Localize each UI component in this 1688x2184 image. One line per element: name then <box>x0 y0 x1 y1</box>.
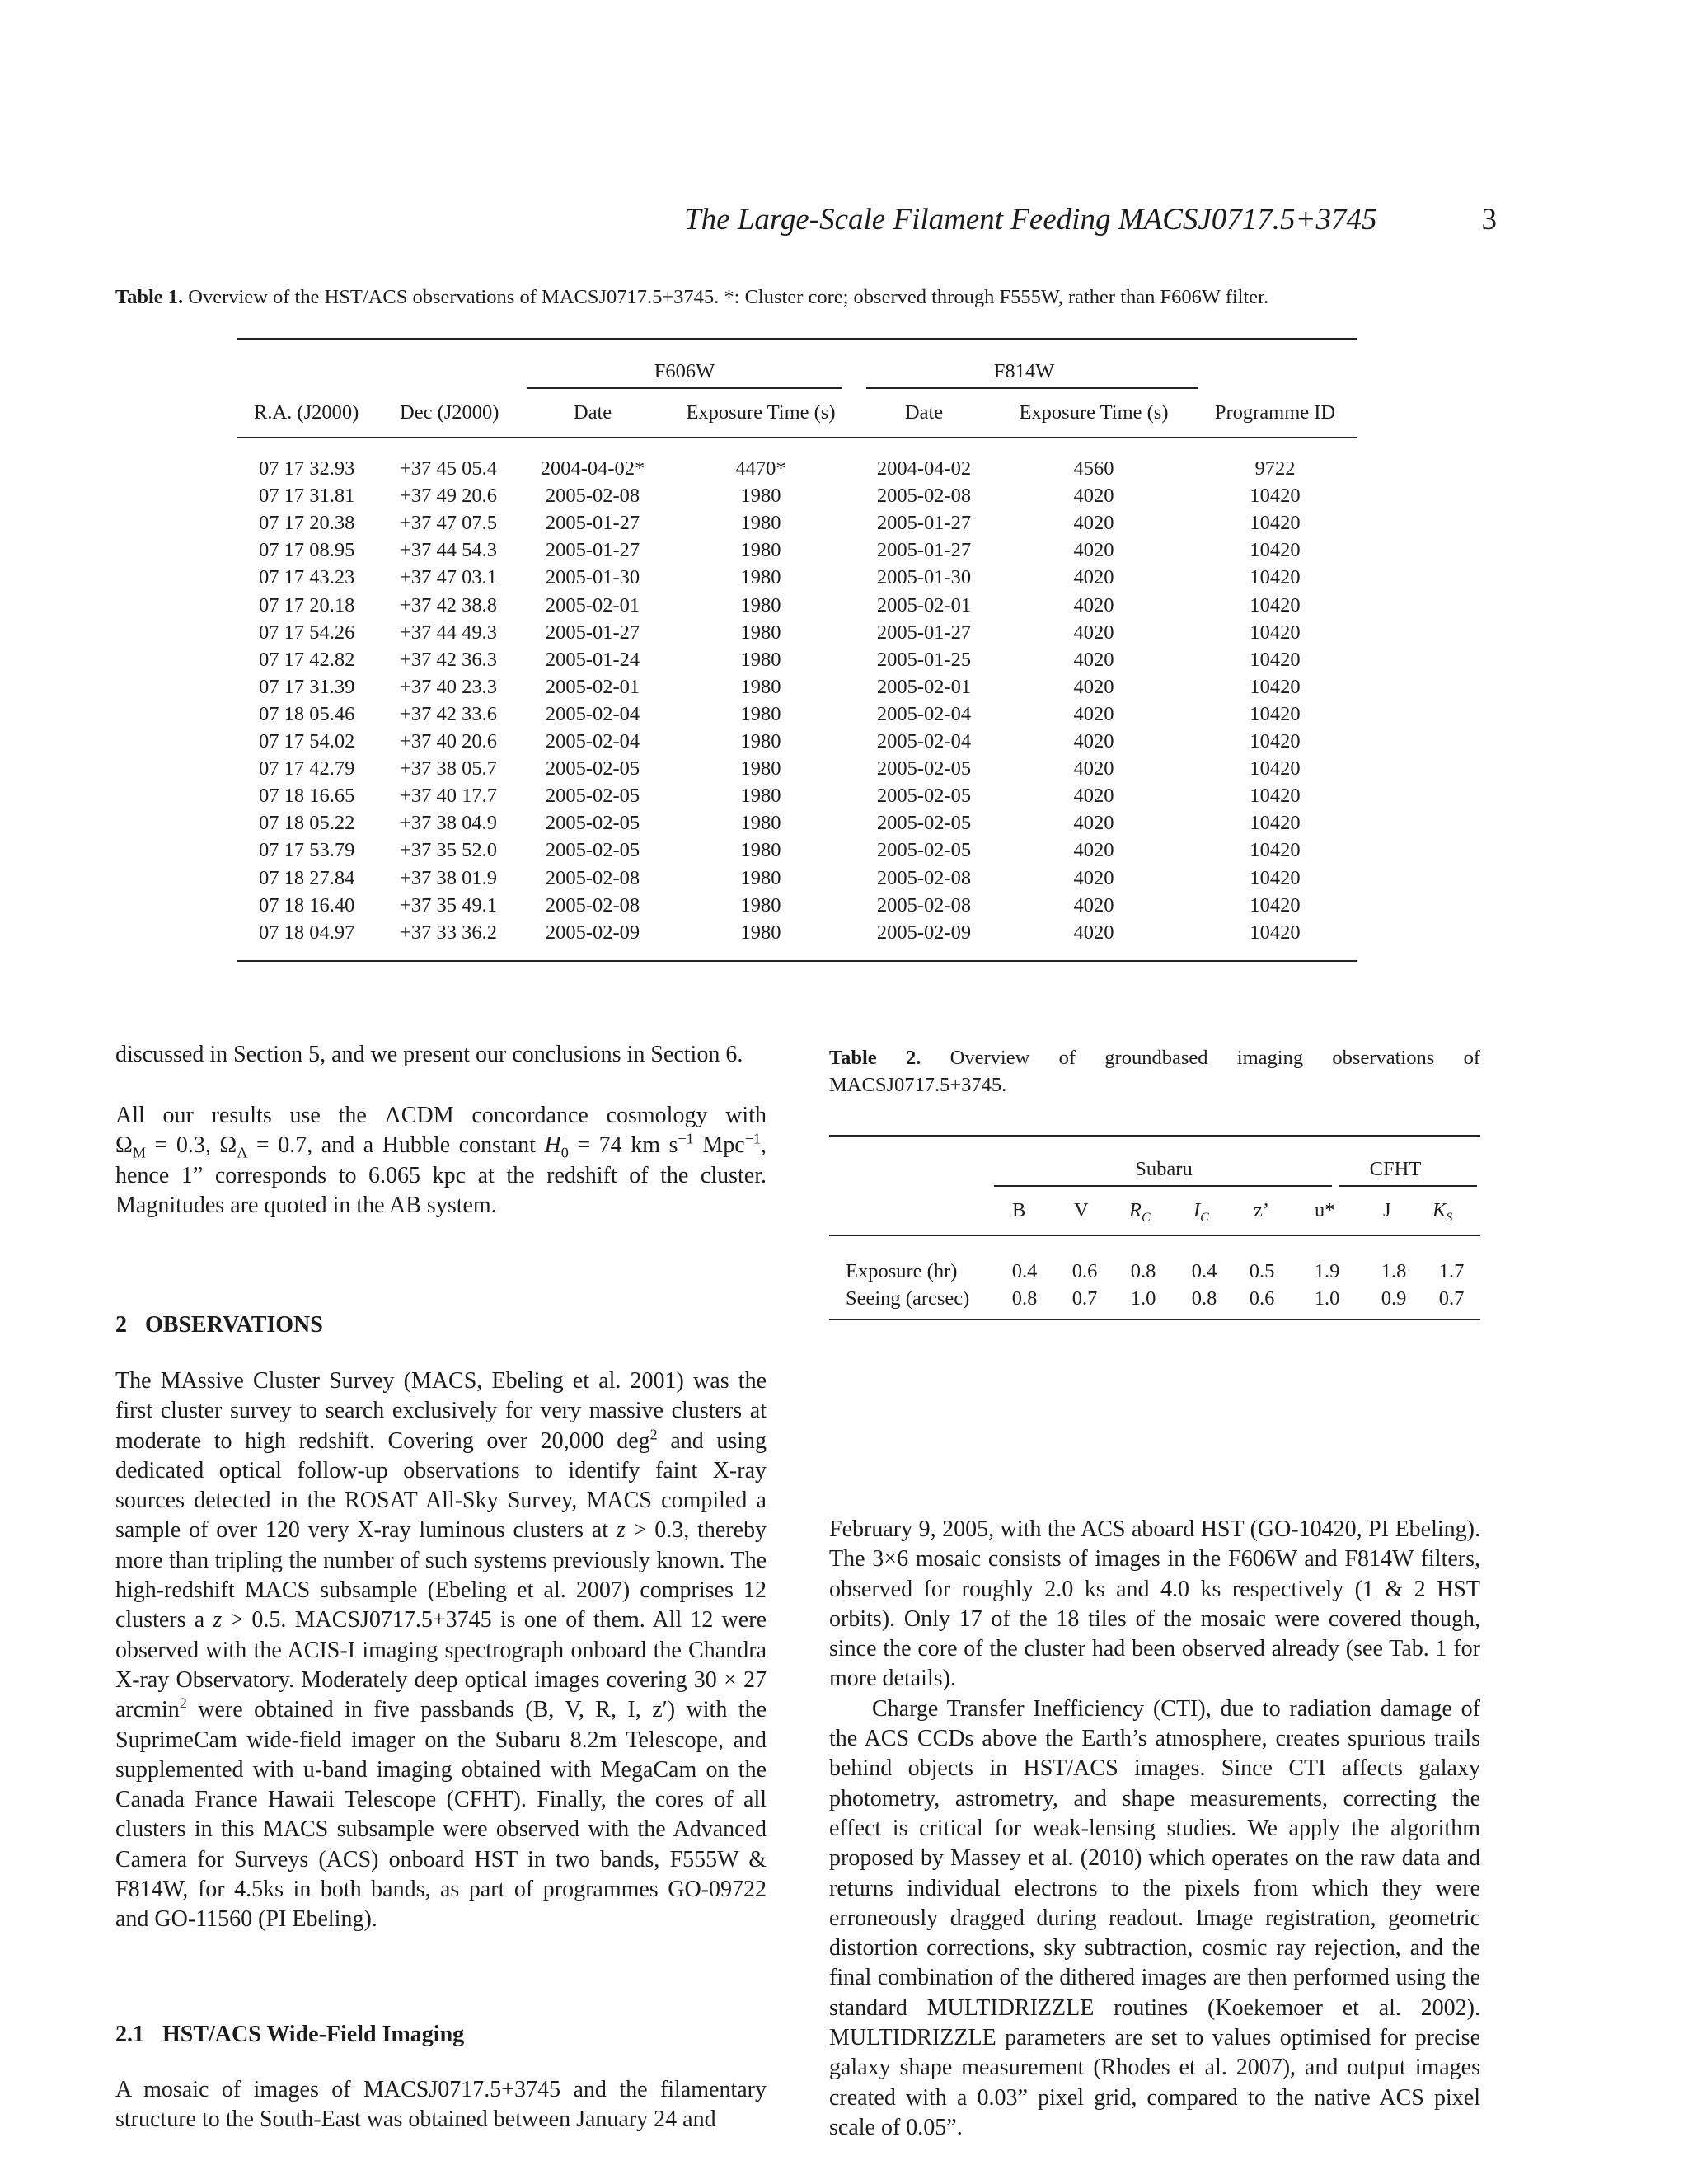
table1-cell: 2005-01-30 <box>545 566 640 589</box>
table1-cell: 2005-01-27 <box>876 621 972 644</box>
table1-cell: 07 17 54.02 <box>259 730 355 752</box>
table2-band-header: u* <box>1315 1199 1335 1221</box>
table2-cell: 0.4 <box>1191 1260 1217 1282</box>
table1-cell: 1980 <box>740 866 781 889</box>
cosmology-line-3: hence 1” corresponds to 6.065 kpc at the redshift of the cluster. Magnitudes are quoted in the AB system. <box>115 1162 767 1218</box>
table1-cell: 2005-02-08 <box>545 485 640 508</box>
table1-cell: +37 47 07.5 <box>400 512 497 535</box>
table1-cell: 4020 <box>1073 566 1114 589</box>
table1-cell: 07 17 08.95 <box>259 539 355 562</box>
running-head-title: The Large-Scale Filament Feeding MACSJ0717.5+3745 <box>684 203 1377 237</box>
table1-cell: 2005-02-01 <box>876 675 972 698</box>
table1-cell: 4020 <box>1073 675 1114 698</box>
table2-cell: 0.8 <box>1011 1287 1038 1310</box>
table2-band-header: $R_C$ <box>1129 1199 1151 1225</box>
table2-header-rule <box>829 1235 1480 1236</box>
table1-cell: 10420 <box>1250 839 1301 862</box>
mosaic-paragraph <box>115 2075 767 2135</box>
table1-cell: 4020 <box>1073 485 1114 508</box>
table2-cell: 1.0 <box>1314 1287 1340 1310</box>
table1-cell: 10420 <box>1250 921 1301 944</box>
table1-cell: 1980 <box>740 512 781 535</box>
right-column-body <box>829 1515 1480 2143</box>
table1-cell: 4020 <box>1073 702 1114 725</box>
observations-paragraph <box>115 1366 767 1935</box>
table1-cell: 07 17 31.39 <box>259 675 355 698</box>
table1-cell: 2005-01-24 <box>545 648 640 671</box>
table1-group-rule <box>527 387 842 389</box>
table1-cell: 1980 <box>740 566 781 589</box>
table1-cell: 2005-02-05 <box>545 757 640 780</box>
table1-col-header: Date <box>904 401 944 424</box>
table1-cell: 4020 <box>1073 512 1114 535</box>
table1-cell: 10420 <box>1250 757 1301 780</box>
table1-cell: 10420 <box>1250 539 1301 562</box>
table1-cell: 10420 <box>1250 621 1301 644</box>
table1-cell: 1980 <box>740 648 781 671</box>
table1-cell: 2005-02-04 <box>876 730 972 752</box>
section-title: OBSERVATIONS <box>145 1312 323 1338</box>
table1-cell: 1980 <box>740 785 781 808</box>
table1-cell: 2005-01-27 <box>545 512 640 535</box>
table1-col-header: Exposure Time (s) <box>1019 401 1169 424</box>
table1-cell: 4020 <box>1073 593 1114 616</box>
table1-cell: 10420 <box>1250 785 1301 808</box>
table1-cell: +37 33 36.2 <box>400 921 497 944</box>
table1-cell: 2005-01-25 <box>876 648 972 671</box>
table1-cell: 4020 <box>1073 812 1114 835</box>
table1-cell: +37 47 03.1 <box>400 566 497 589</box>
table1-cell: 07 17 42.82 <box>259 648 355 671</box>
table1-cell: 2005-01-27 <box>545 539 640 562</box>
table2-band-header: J <box>1383 1199 1391 1221</box>
table1-cell: +37 49 20.6 <box>400 485 497 508</box>
table2-caption-label: Table 2. <box>829 1047 921 1069</box>
table1-cell: +37 40 17.7 <box>400 785 497 808</box>
table1-cell: 2005-02-08 <box>876 866 972 889</box>
table2-band-header: $I_C$ <box>1193 1199 1209 1225</box>
table2-cell: 0.4 <box>1011 1260 1038 1282</box>
table2-group-header: Subaru <box>1135 1158 1193 1180</box>
table1-cell: 2005-02-09 <box>545 921 640 944</box>
table2-cell: 0.7 <box>1438 1287 1465 1310</box>
table2-top-rule <box>829 1135 1480 1137</box>
table1-cell: 2005-02-08 <box>545 893 640 916</box>
table2-group-header: CFHT <box>1369 1158 1422 1180</box>
table1-group-header: F814W <box>993 360 1055 382</box>
table2-caption-text: Overview of groundbased imaging observations of MACSJ0717.5+3745. <box>829 1047 1480 1096</box>
table2-band-header: $K_S$ <box>1432 1199 1453 1225</box>
table1-cell: 2005-01-27 <box>876 512 972 535</box>
table1-cell: 10420 <box>1250 512 1301 535</box>
table1-cell: 2005-02-05 <box>876 812 972 835</box>
table1-caption <box>115 286 1599 309</box>
table1-cell: 07 17 32.93 <box>259 457 355 480</box>
table2-band-header: B <box>1012 1199 1026 1221</box>
table1-cell: 1980 <box>740 485 781 508</box>
table1-cell: 10420 <box>1250 866 1301 889</box>
table2-cell: 1.9 <box>1314 1260 1340 1282</box>
table1-cell: +37 35 52.0 <box>400 839 497 862</box>
table2-cell: 1.0 <box>1130 1287 1156 1310</box>
table2-group-rule <box>1339 1185 1477 1187</box>
table1-cell: 07 17 53.79 <box>259 839 355 862</box>
subsection-heading-hst-acs <box>115 2022 464 2048</box>
table1-cell: 2005-02-05 <box>876 757 972 780</box>
table1-cell: 2005-02-04 <box>876 702 972 725</box>
table1-cell: 1980 <box>740 921 781 944</box>
table1-bottom-rule <box>237 960 1357 962</box>
paragraph-mosaic-continued: February 9, 2005, with the ACS aboard HST (GO-10420, PI Ebeling). The 3×6 mosaic consists of images in the F606W and F814W filters, observed for roughly 2.0 ks and 4.0 ks respectively (1 & 2 HST orbits). Only 17 of the 18 tiles of the mosaic were covered though, since the core of the cluster had been observed already (see Tab. 1 for more details). <box>829 1516 1480 1692</box>
table1-cell: 2005-02-08 <box>876 485 972 508</box>
table1-cell: 1980 <box>740 539 781 562</box>
subsection-title: HST/ACS Wide-Field Imaging <box>162 2022 465 2047</box>
table1-cell: 10420 <box>1250 648 1301 671</box>
table1-cell: 2005-02-05 <box>545 785 640 808</box>
table1-cell: 9722 <box>1254 457 1296 480</box>
table1-cell: 4020 <box>1073 621 1114 644</box>
section-number: 2 <box>115 1312 127 1338</box>
table1-cell: 2004-04-02* <box>540 457 645 480</box>
table1-cell: 2005-02-09 <box>876 921 972 944</box>
table2-band-header: V <box>1074 1199 1089 1221</box>
table1-cell: 2005-02-01 <box>876 593 972 616</box>
table1-cell: 2005-02-05 <box>545 812 640 835</box>
table1-cell: 4020 <box>1073 893 1114 916</box>
table1-cell: 10420 <box>1250 485 1301 508</box>
cosmology-line-1: All our results use the ΛCDM concordance cosmology with <box>115 1103 767 1128</box>
table2-bottom-rule <box>829 1319 1480 1320</box>
table1-cell: 2005-02-08 <box>545 866 640 889</box>
cosmology-line-2: $\Omega_M = 0.3$, $\Omega_\Lambda = 0.7$, and a Hubble constant $H_0 = 74$ km $s^{-1}$ Mpc$^{-1}$, <box>115 1130 767 1161</box>
table1-cell: 07 18 04.97 <box>259 921 355 944</box>
table1-cell: +37 45 05.4 <box>400 457 497 480</box>
section-heading-observations <box>115 1312 323 1338</box>
table2-cell: 1.7 <box>1438 1260 1465 1282</box>
table1-cell: 4020 <box>1073 839 1114 862</box>
table1-cell: 2005-02-05 <box>876 785 972 808</box>
table1-cell: 2005-02-05 <box>876 839 972 862</box>
table2-caption <box>829 1044 1480 1099</box>
table1-cell: +37 44 49.3 <box>400 621 497 644</box>
table1-cell: 07 17 31.81 <box>259 485 355 508</box>
table1-cell: 4560 <box>1073 457 1114 480</box>
table1-cell: +37 40 20.6 <box>400 730 497 752</box>
table1-cell: 4020 <box>1073 921 1114 944</box>
table1-cell: +37 38 04.9 <box>400 812 497 835</box>
table1-cell: +37 42 36.3 <box>400 648 497 671</box>
table1-cell: 2005-02-04 <box>545 730 640 752</box>
table1-cell: 4020 <box>1073 757 1114 780</box>
paragraph-cti: Charge Transfer Inefficiency (CTI), due to radiation damage of the ACS CCDs above the Earth’s atmosphere, creates spurious trails behind objects in HST/ACS images. Since CTI affects galaxy photometry, astrometry, and shape measurements, correcting the effect is critical for weak-lensing studies. We apply the algorithm proposed by Massey et al. (2010) which operates on the raw data and returns individual electrons to the pixels from which they were erroneously dragged during readout. Image registration, geometric distortion corrections, sky subtraction, cosmic ray rejection, and the final combination of the dithered images are then performed using the standard MULTIDRIZZLE routines (Koekemoer et al. 2002). MULTIDRIZZLE parameters are set to values optimised for precise galaxy shape measurement (Rhodes et al. 2007), and output images created with a 0.03” pixel grid, compared to the native ACS pixel scale of 0.05”. <box>829 1695 1480 2140</box>
table1-cell: 10420 <box>1250 593 1301 616</box>
table1-cell: 2004-04-02 <box>876 457 972 480</box>
table1-cell: 1980 <box>740 893 781 916</box>
table1-col-header: Programme ID <box>1214 401 1336 424</box>
table1-col-header: Dec (J2000) <box>400 401 499 424</box>
table1-cell: +37 35 49.1 <box>400 893 497 916</box>
table1-cell: 2005-01-27 <box>545 621 640 644</box>
table1-cell: 4020 <box>1073 730 1114 752</box>
table1-caption-text: Overview of the HST/ACS observations of MACSJ0717.5+3745. *: Cluster core; observed through F555W, rather than F606W filter. <box>188 286 1269 308</box>
table1-cell: 2005-02-08 <box>876 893 972 916</box>
table1-cell: 2005-02-05 <box>545 839 640 862</box>
observations-text: The MAssive Cluster Survey (MACS, Ebeling et al. 2001) was the first cluster survey to search exclusively for very massive clusters at moderate to high redshift. Covering over 20,000 deg$^2$ and using dedicated optical follow-up observations to identify faint X-ray sources detected in the ROSAT All-Sky Survey, MACS compiled a sample of over 120 very X-ray luminous clusters at z > 0.3, thereby more than tripling the number of such systems previously known. The high-redshift MACS subsample (Ebeling et al. 2007) comprises 12 clusters a z > 0.5. MACSJ0717.5+3745 is one of them. All 12 were observed with the ACIS-I imaging spectrograph onboard the Chandra X-ray Observatory. Moderately deep optical images covering 30 × 27 arcmin$^2$ were obtained in five passbands (B, V, R, I, z′) with the SuprimeCam wide-field imager on the Subaru 8.2m Telescope, and supplemented with u-band imaging obtained with MegaCam on the Canada France Hawaii Telescope (CFHT). Finally, the cores of all clusters in this MACS subsample were observed with the Advanced Camera for Surveys (ACS) onboard HST in two bands, F555W & F814W, for 4.5ks in both bands, as part of programmes GO-09722 and GO-11560 (PI Ebeling). <box>115 1368 767 1933</box>
table1-cell: 10420 <box>1250 730 1301 752</box>
table1-cell: 4020 <box>1073 648 1114 671</box>
table1-top-rule <box>237 338 1357 340</box>
table2-cell: 0.7 <box>1071 1287 1098 1310</box>
table2-cell: 0.5 <box>1249 1260 1275 1282</box>
table2-cell: 0.6 <box>1071 1260 1098 1282</box>
table1-cell: 2005-02-04 <box>545 702 640 725</box>
table1-cell: 1980 <box>740 757 781 780</box>
table1-cell: 1980 <box>740 839 781 862</box>
table1-cell: 4020 <box>1073 785 1114 808</box>
table1-cell: 10420 <box>1250 812 1301 835</box>
mosaic-text: A mosaic of images of MACSJ0717.5+3745 and the filamentary structure to the South-East was obtained between January 24 and <box>115 2077 767 2133</box>
table1-col-header: Exposure Time (s) <box>686 401 836 424</box>
table1-cell: 07 17 43.23 <box>259 566 355 589</box>
table1-col-header: Date <box>573 401 612 424</box>
table1-cell: 2005-01-30 <box>876 566 972 589</box>
table1-cell: 07 17 20.18 <box>259 593 355 616</box>
table2-cell: 0.9 <box>1381 1287 1407 1310</box>
table1-cell: 1980 <box>740 730 781 752</box>
cosmology-paragraph <box>115 1101 767 1221</box>
table1-header-rule <box>237 437 1357 438</box>
table1-caption-label: Table 1. <box>115 286 184 308</box>
table1-cell: +37 38 05.7 <box>400 757 497 780</box>
table2-band-header: z’ <box>1254 1199 1270 1221</box>
table1-cell: +37 38 01.9 <box>400 866 497 889</box>
table1-cell: 07 18 05.22 <box>259 812 355 835</box>
table1-cell: +37 44 54.3 <box>400 539 497 562</box>
table1-cell: +37 42 33.6 <box>400 702 497 725</box>
table1-cell: 07 18 16.40 <box>259 893 355 916</box>
table2-group-rule <box>994 1185 1332 1187</box>
table2-cell: 0.8 <box>1130 1260 1156 1282</box>
table1-cell: 4020 <box>1073 539 1114 562</box>
table1-cell: 4470* <box>735 457 786 480</box>
paragraph-intro: discussed in Section 5, and we present our conclusions in Section 6. <box>115 1042 743 1067</box>
table1-group-rule <box>866 387 1198 389</box>
table2-cell: 0.6 <box>1249 1287 1275 1310</box>
table1-cell: 1980 <box>740 702 781 725</box>
table1-cell: 10420 <box>1250 893 1301 916</box>
table2-row-label: Exposure (hr) <box>846 1260 958 1282</box>
table1-col-header: R.A. (J2000) <box>254 401 359 424</box>
table1-cell: 2005-01-27 <box>876 539 972 562</box>
table1-cell: 07 17 20.38 <box>259 512 355 535</box>
table1-cell: 07 18 05.46 <box>259 702 355 725</box>
table1-cell: 1980 <box>740 675 781 698</box>
table1-cell: +37 40 23.3 <box>400 675 497 698</box>
table1-cell: 07 17 54.26 <box>259 621 355 644</box>
table2-cell: 0.8 <box>1191 1287 1217 1310</box>
table1-cell: 07 17 42.79 <box>259 757 355 780</box>
table1-cell: 1980 <box>740 593 781 616</box>
subsection-number: 2.1 <box>115 2022 144 2047</box>
table1-cell: 1980 <box>740 621 781 644</box>
table1-cell: 07 18 27.84 <box>259 866 355 889</box>
table1-group-header: F606W <box>654 360 715 382</box>
page-number: 3 <box>1481 203 1497 237</box>
table1-cell: 2005-02-01 <box>545 593 640 616</box>
table1-cell: 4020 <box>1073 866 1114 889</box>
table1-cell: 07 18 16.65 <box>259 785 355 808</box>
table1-cell: 10420 <box>1250 566 1301 589</box>
left-column-intro <box>115 1040 767 1070</box>
table1-cell: 1980 <box>740 812 781 835</box>
table1-cell: +37 42 38.8 <box>400 593 497 616</box>
table1-cell: 2005-02-01 <box>545 675 640 698</box>
table1-cell: 10420 <box>1250 675 1301 698</box>
table2-cell: 1.8 <box>1381 1260 1407 1282</box>
table2-row-label: Seeing (arcsec) <box>846 1287 970 1310</box>
table1-cell: 10420 <box>1250 702 1301 725</box>
